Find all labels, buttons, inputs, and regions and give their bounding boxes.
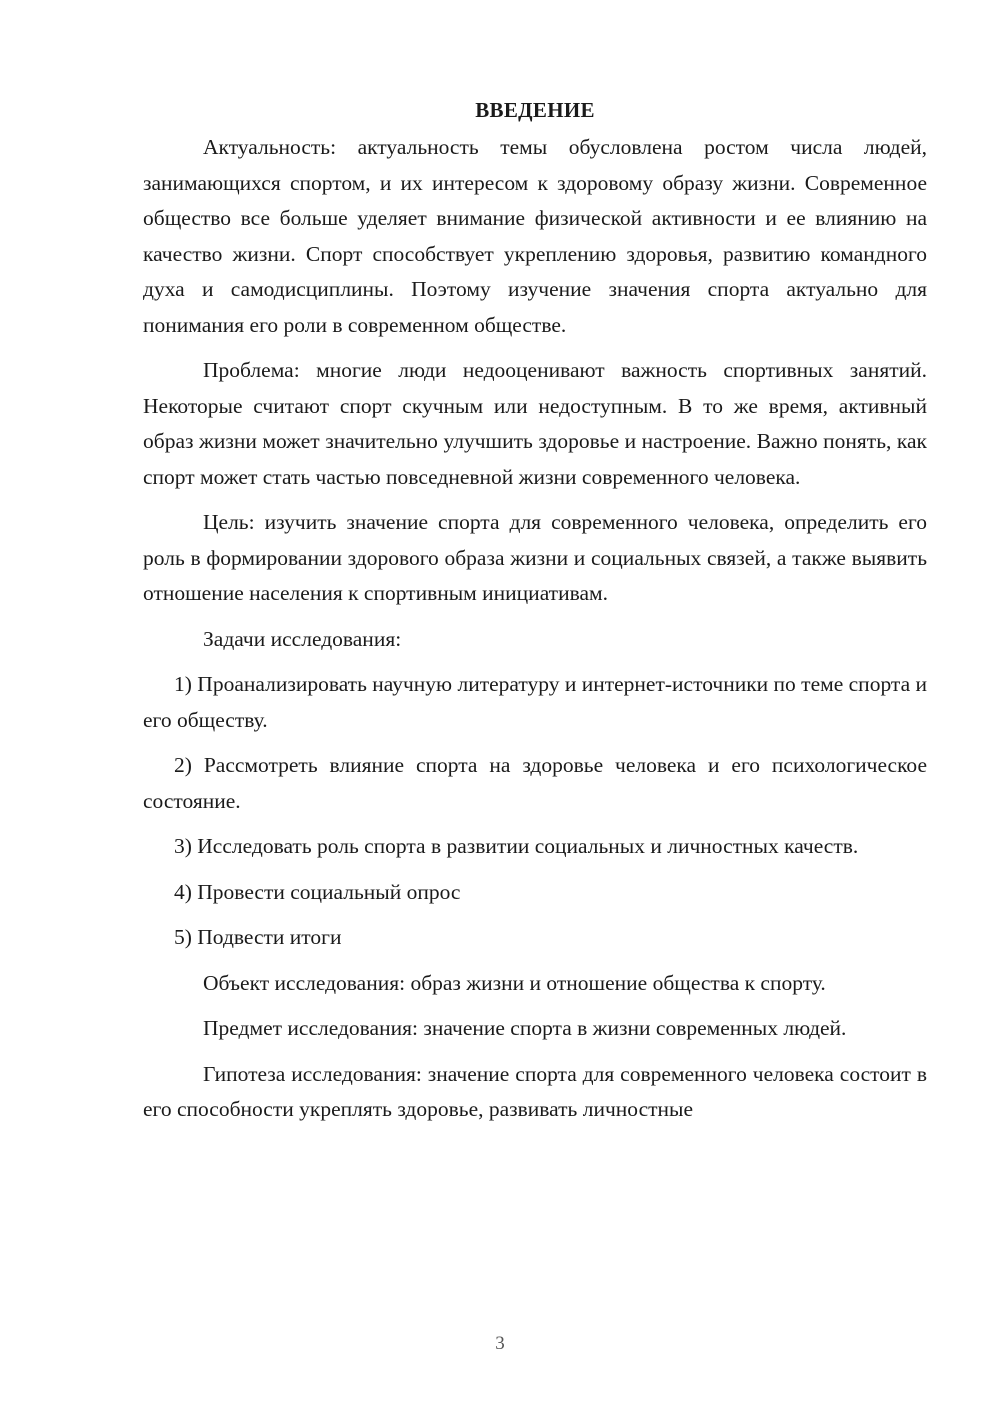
paragraph-object: Объект исследования: образ жизни и отношение общества к спорту. [203,970,826,995]
section-title: ВВЕДЕНИЕ [475,98,595,122]
paragraph-hypothesis: Гипотеза исследования: значение спорта для современного человека состоит в его способности укреплять здоровье, развивать личностные [143,1061,927,1121]
document-page [143,92,927,1138]
paragraph-problem: Проблема: многие люди недооценивают важность спортивных занятий. Некоторые считают спорт скучным или недоступным. В то же время, активный образ жизни может значительно улучшить здоровье и настроение. Важно понять, как спорт может стать частью повседневной жизни современного человека. [143,358,927,489]
task-item-2: 2) Рассмотреть влияние спорта на здоровье человека и его психологическое состояние. [143,753,927,813]
task-item-1: 1) Проанализировать научную литературу и интернет-источники по теме спорта и его обществу. [143,672,927,732]
task-item-3: 3) Исследовать роль спорта в развитии социальных и личностных качеств. [174,834,859,858]
paragraph-subject: Предмет исследования: значение спорта в жизни современных людей. [203,1016,847,1040]
paragraph-tasks-heading: Задачи исследования: [203,626,402,651]
paragraph-goal: Цель: изучить значение спорта для современного человека, определить его роль в формировании здорового образа жизни и социальных связей, а также выявить отношение населения к спортивным инициативам. [143,510,927,605]
paragraph-relevance: Актуальность: актуальность темы обусловлена ростом числа людей, занимающихся спортом, и их интересом к здоровому образу жизни. Современное общество все больше уделяет внимание физической активности и ее влиянию на качество жизни. Спорт способствует укреплению здоровья, развитию командного духа и самодисциплины. Поэтому изучение значения спорта актуально для понимания его роли в современном обществе. [143,135,927,337]
task-item-5: 5) Подвести итоги [174,925,342,949]
task-item-4: 4) Провести социальный опрос [174,879,461,904]
page-number: 3 [495,1333,505,1354]
